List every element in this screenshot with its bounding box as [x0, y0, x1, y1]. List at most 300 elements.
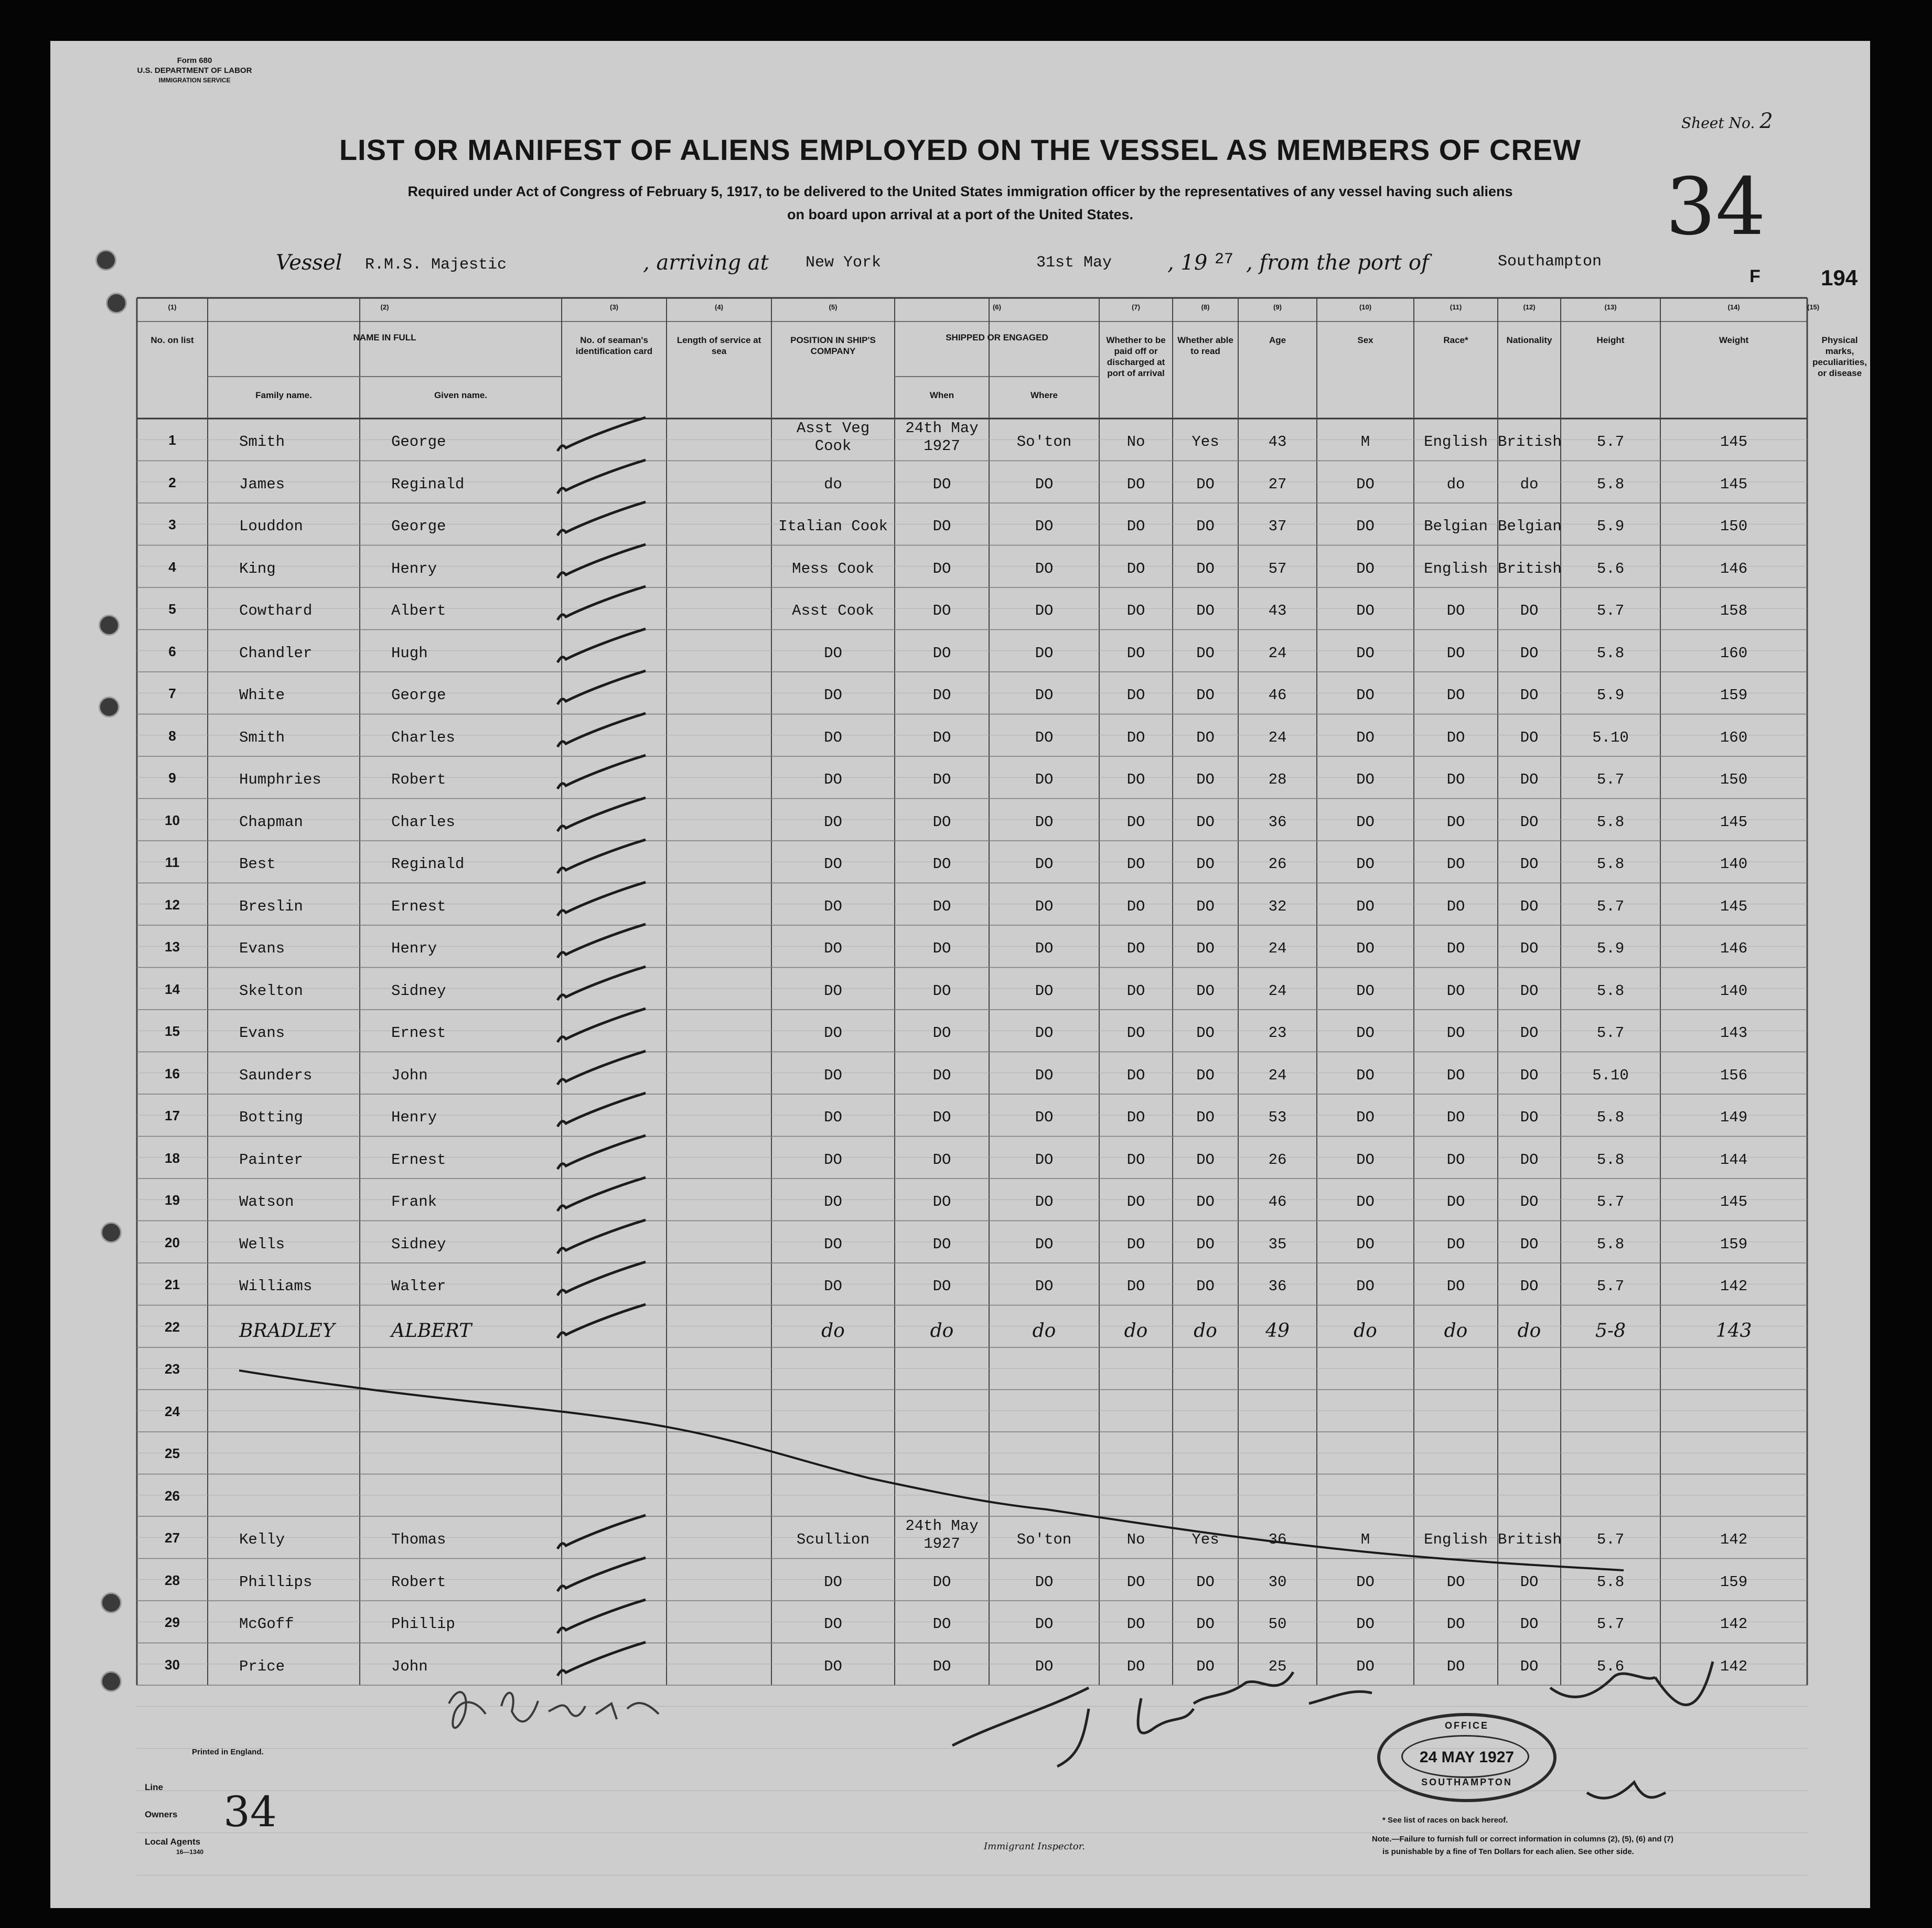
column-header: Race* — [1443, 335, 1468, 345]
row-number: 16 — [165, 1065, 180, 1081]
cell-where: DO — [1035, 602, 1054, 619]
cell-given: George — [391, 433, 446, 451]
cell-when: DO — [932, 1657, 951, 1675]
cell-when: DO — [932, 813, 951, 831]
cell-given: Henry — [391, 940, 437, 957]
cell-race: DO — [1446, 602, 1465, 619]
cell-paid: No — [1126, 1531, 1145, 1548]
cell-weight: 150 — [1720, 771, 1748, 788]
cell-family: Smith — [239, 433, 285, 451]
row-number: 12 — [165, 896, 180, 913]
cell-height: 5.7 — [1596, 1193, 1625, 1211]
from-port-label: , from the port of — [1246, 251, 1429, 275]
cell-position: do — [824, 475, 842, 493]
cell-race: DO — [1446, 1193, 1465, 1211]
cell-family: Chapman — [239, 813, 303, 831]
cell-nationality: DO — [1520, 602, 1539, 619]
cell-family: Smith — [239, 729, 285, 746]
cell-paid: DO — [1126, 475, 1145, 493]
stamp-top-text: OFFICE — [1445, 1720, 1489, 1731]
cell-height: 5.7 — [1596, 1615, 1625, 1633]
cell-sex: DO — [1356, 475, 1375, 493]
cell-sex: DO — [1356, 687, 1375, 704]
cell-race: DO — [1446, 687, 1465, 704]
cell-nationality: DO — [1520, 1024, 1539, 1042]
cell-sex: DO — [1356, 1066, 1375, 1084]
cell-given: Thomas — [391, 1531, 446, 1548]
cell-paid: DO — [1126, 1573, 1145, 1591]
cell-family: Williams — [239, 1278, 313, 1295]
cell-weight: 144 — [1720, 1151, 1748, 1169]
cell-nationality: DO — [1520, 1151, 1539, 1169]
cell-age: 57 — [1268, 560, 1287, 577]
cell-where: DO — [1035, 1193, 1054, 1211]
cell-paid: DO — [1126, 518, 1145, 535]
printed-in-note: Printed in England. — [192, 1748, 264, 1756]
cell-sex: DO — [1356, 1615, 1375, 1633]
cell-family: Kelly — [239, 1531, 285, 1548]
column-number: (6) — [993, 303, 1001, 311]
cell-height: 5.8 — [1596, 982, 1625, 1000]
cell-position: DO — [824, 1657, 842, 1675]
cell-age: 43 — [1268, 602, 1287, 619]
cell-position: do — [821, 1320, 845, 1342]
cell-given: Charles — [391, 813, 455, 831]
cell-nationality: British — [1498, 1531, 1562, 1548]
cell-read: DO — [1196, 602, 1215, 619]
inspector-signature — [449, 1692, 659, 1728]
cell-where: DO — [1035, 940, 1054, 957]
from-port: Southampton — [1498, 253, 1602, 271]
cell-read: DO — [1196, 560, 1215, 577]
cell-height: 5-8 — [1595, 1320, 1626, 1342]
cell-paid: DO — [1126, 602, 1145, 619]
punch-hole — [101, 1671, 122, 1692]
cell-given: John — [391, 1066, 428, 1084]
cell-nationality: DO — [1520, 1615, 1539, 1633]
column-header: Whether able to read — [1177, 335, 1233, 356]
cell-position: DO — [824, 729, 842, 746]
cell-paid: No — [1126, 433, 1145, 451]
cell-paid: DO — [1126, 644, 1145, 662]
cell-where: DO — [1035, 855, 1054, 873]
cell-age: 28 — [1268, 771, 1287, 788]
cell-given: Henry — [391, 560, 437, 577]
column-subheader: Given name. — [434, 390, 488, 400]
cell-paid: DO — [1126, 1278, 1145, 1295]
cell-height: 5.8 — [1596, 1573, 1625, 1591]
cell-height: 5.8 — [1596, 475, 1625, 493]
stamp-bottom-text: SOUTHAMPTON — [1421, 1777, 1512, 1787]
row-number: 29 — [165, 1614, 180, 1630]
cell-age: 24 — [1268, 940, 1287, 957]
cell-age: 32 — [1268, 897, 1287, 915]
cell-given: Charles — [391, 729, 455, 746]
cell-family: James — [239, 475, 285, 493]
owners-value: 34 — [223, 1787, 277, 1836]
column-header: No. on list — [151, 335, 194, 345]
cell-nationality: DO — [1520, 1278, 1539, 1295]
cell-height: 5.8 — [1596, 1151, 1625, 1169]
column-subheader: Family name. — [255, 390, 312, 400]
cell-position: DO — [824, 1066, 842, 1084]
year-suffix: 27 — [1215, 251, 1234, 269]
page-title: LIST OR MANIFEST OF ALIENS EMPLOYED ON THE VESSEL AS MEMBERS OF CREW — [339, 133, 1582, 166]
cell-position: DO — [824, 644, 842, 662]
column-header: Weight — [1719, 335, 1749, 345]
cell-sex: DO — [1356, 1278, 1375, 1295]
race-footnote: * See list of races on back hereof. — [1382, 1816, 1508, 1825]
column-header: Whether to be paid off or discharged at port of arrival — [1106, 335, 1166, 378]
cell-when: do — [930, 1320, 954, 1342]
cell-when: DO — [932, 560, 951, 577]
cell-nationality: DO — [1520, 1657, 1539, 1675]
cell-where: DO — [1035, 1109, 1054, 1126]
cell-when-line2: 1927 — [924, 1535, 960, 1552]
cell-read: DO — [1196, 1193, 1215, 1211]
column-header: Height — [1596, 335, 1625, 345]
cell-where: DO — [1035, 1024, 1054, 1042]
cell-paid: DO — [1126, 940, 1145, 957]
row-number: 30 — [165, 1656, 180, 1673]
cell-weight: 150 — [1720, 518, 1748, 535]
cell-when: DO — [932, 644, 951, 662]
cell-nationality: DO — [1520, 1109, 1539, 1126]
row-number: 25 — [165, 1445, 180, 1461]
cell-race: DO — [1446, 729, 1465, 746]
cell-family: Evans — [239, 1024, 285, 1042]
owners-label: Owners — [145, 1809, 178, 1819]
cell-height: 5.7 — [1596, 1024, 1625, 1042]
column-number: (11) — [1450, 303, 1462, 311]
cell-nationality: DO — [1520, 1573, 1539, 1591]
cell-read: DO — [1196, 1109, 1215, 1126]
cell-nationality: do — [1520, 475, 1539, 493]
cell-position: DO — [824, 1615, 842, 1633]
cell-position: DO — [824, 1151, 842, 1169]
cell-race: DO — [1446, 1657, 1465, 1675]
row-number: 11 — [165, 854, 180, 870]
cell-when: 24th May — [905, 420, 979, 437]
column-header: Sex — [1357, 335, 1373, 345]
cell-paid: DO — [1126, 1066, 1145, 1084]
punch-hole — [95, 250, 116, 271]
cell-where: DO — [1035, 1657, 1054, 1675]
cell-height: 5.10 — [1592, 729, 1629, 746]
officer-signature — [952, 1662, 1713, 1798]
cell-read: DO — [1196, 855, 1215, 873]
cell-weight: 142 — [1720, 1531, 1748, 1548]
punch-hole — [99, 697, 120, 717]
cell-race: DO — [1446, 1109, 1465, 1126]
signatures-layer — [50, 41, 1870, 1908]
cell-given: Henry — [391, 1109, 437, 1126]
cell-age: 24 — [1268, 644, 1287, 662]
cell-family: Painter — [239, 1151, 303, 1169]
cell-sex: DO — [1356, 982, 1375, 1000]
cell-position: DO — [824, 1235, 842, 1253]
cell-age: 37 — [1268, 518, 1287, 535]
cell-race: Belgian — [1424, 518, 1488, 535]
inspector-label: Immigrant Inspector. — [984, 1841, 1086, 1852]
cell-age: 24 — [1268, 729, 1287, 746]
cell-when: DO — [932, 1193, 951, 1211]
local-agents-label: Local Agents — [145, 1837, 201, 1847]
cell-nationality: DO — [1520, 855, 1539, 873]
cell-age: 46 — [1268, 687, 1287, 704]
cell-position: DO — [824, 1024, 842, 1042]
cell-when: DO — [932, 1573, 951, 1591]
cell-sex: DO — [1356, 1657, 1375, 1675]
cell-position: DO — [824, 1193, 842, 1211]
column-header: Nationality — [1506, 335, 1552, 345]
cell-age: 23 — [1268, 1024, 1287, 1042]
cell-weight: 143 — [1720, 1024, 1748, 1042]
cell-read: do — [1194, 1320, 1217, 1342]
cell-where: DO — [1035, 644, 1054, 662]
cell-read: DO — [1196, 687, 1215, 704]
cell-read: DO — [1196, 771, 1215, 788]
cell-paid: DO — [1126, 855, 1145, 873]
cell-paid: DO — [1126, 1024, 1145, 1042]
cell-weight: 159 — [1720, 1235, 1748, 1253]
cell-read: DO — [1196, 940, 1215, 957]
column-number: (9) — [1273, 303, 1282, 311]
cell-sex: M — [1360, 433, 1370, 451]
column-number: (1) — [168, 303, 177, 311]
cell-when: DO — [932, 729, 951, 746]
cell-family: Evans — [239, 940, 285, 957]
cell-race: DO — [1446, 1573, 1465, 1591]
cell-race: DO — [1446, 940, 1465, 957]
cell-height: 5.8 — [1596, 1109, 1625, 1126]
cell-when: DO — [932, 518, 951, 535]
cell-read: Yes — [1192, 433, 1219, 451]
cell-nationality: DO — [1520, 940, 1539, 957]
cell-nationality: DO — [1520, 644, 1539, 662]
cell-weight: 142 — [1720, 1278, 1748, 1295]
row-number: 15 — [165, 1023, 180, 1039]
column-number: (15) — [1807, 303, 1820, 311]
cell-read: DO — [1196, 1615, 1215, 1633]
cell-sex: DO — [1356, 1151, 1375, 1169]
cell-where: DO — [1035, 475, 1054, 493]
column-header: Age — [1269, 335, 1286, 345]
cell-weight: 159 — [1720, 1573, 1748, 1591]
stamp-date: 24 MAY 1927 — [1419, 1749, 1515, 1766]
cell-weight: 159 — [1720, 687, 1748, 704]
cell-paid: DO — [1126, 729, 1145, 746]
cell-where: DO — [1035, 729, 1054, 746]
row-number: 8 — [168, 727, 176, 744]
cell-height: 5.9 — [1596, 687, 1625, 704]
cell-read: DO — [1196, 475, 1215, 493]
cell-where: So'ton — [1016, 433, 1072, 451]
cell-sex: DO — [1356, 560, 1375, 577]
row-number: 5 — [168, 601, 176, 617]
column-header: No. of seaman's identification card — [575, 335, 653, 356]
cell-read: DO — [1196, 897, 1215, 915]
cell-family: Humphries — [239, 771, 321, 788]
cell-position: DO — [824, 813, 842, 831]
cell-nationality: DO — [1520, 687, 1539, 704]
cell-height: 5.7 — [1596, 433, 1625, 451]
cell-read: DO — [1196, 982, 1215, 1000]
cell-race: DO — [1446, 1151, 1465, 1169]
cell-when: DO — [932, 602, 951, 619]
cell-age: 24 — [1268, 1066, 1287, 1084]
cell-position: DO — [824, 897, 842, 915]
cell-race: English — [1424, 433, 1488, 451]
cell-race: DO — [1446, 1066, 1465, 1084]
cell-given: Albert — [391, 602, 446, 619]
cell-sex: DO — [1356, 940, 1375, 957]
row-number: 9 — [168, 770, 176, 786]
line-label: Line — [145, 1782, 163, 1792]
row-number: 18 — [165, 1150, 180, 1166]
cell-race: English — [1424, 1531, 1488, 1548]
row-number: 7 — [168, 685, 176, 701]
cell-age: 26 — [1268, 1151, 1287, 1169]
cell-paid: DO — [1126, 771, 1145, 788]
cell-paid: DO — [1126, 1657, 1145, 1675]
cell-paid: DO — [1126, 1615, 1145, 1633]
cell-given: Frank — [391, 1193, 437, 1211]
cell-height: 5.8 — [1596, 813, 1625, 831]
cell-read: DO — [1196, 1151, 1215, 1169]
cell-nationality: British — [1498, 560, 1562, 577]
cell-race: DO — [1446, 1235, 1465, 1253]
cell-height: 5.6 — [1596, 1657, 1625, 1675]
cell-height: 5.7 — [1596, 1531, 1625, 1548]
row-number: 27 — [165, 1530, 180, 1546]
cell-age: 49 — [1265, 1320, 1290, 1342]
cell-family: Skelton — [239, 982, 303, 1000]
cell-family: Phillips — [239, 1573, 313, 1591]
cell-age: 25 — [1268, 1657, 1287, 1675]
cell-paid: do — [1124, 1320, 1148, 1342]
cell-read: DO — [1196, 1657, 1215, 1675]
cell-height: 5.7 — [1596, 1278, 1625, 1295]
cell-weight: 149 — [1720, 1109, 1748, 1126]
cell-position: DO — [824, 940, 842, 957]
cell-weight: 146 — [1720, 560, 1748, 577]
row-number: 6 — [168, 643, 176, 659]
column-header: Physical marks, peculiarities, or disease — [1812, 335, 1867, 378]
cell-weight: 142 — [1720, 1657, 1748, 1675]
cell-where: So'ton — [1016, 1531, 1072, 1548]
cell-age: 30 — [1268, 1573, 1287, 1591]
cell-paid: DO — [1126, 1235, 1145, 1253]
column-number: (14) — [1727, 303, 1740, 311]
handwritten-sheet-count: 34 — [1666, 162, 1766, 253]
cell-sex: DO — [1356, 813, 1375, 831]
row-number: 1 — [168, 432, 176, 448]
punch-hole — [99, 615, 120, 636]
column-number: (7) — [1132, 303, 1140, 311]
cell-race: DO — [1446, 855, 1465, 873]
cell-sex: DO — [1356, 1235, 1375, 1253]
cell-weight: 145 — [1720, 1193, 1748, 1211]
arrival-date: 31st May — [1036, 254, 1112, 272]
cell-given: Ernest — [391, 1024, 446, 1042]
cell-position: DO — [824, 855, 842, 873]
cell-family: Saunders — [239, 1066, 313, 1084]
cell-height: 5.8 — [1596, 1235, 1625, 1253]
service-label: IMMIGRATION SERVICE — [158, 77, 231, 84]
cell-where: DO — [1035, 771, 1054, 788]
row-number: 13 — [165, 939, 180, 955]
column-number: (10) — [1359, 303, 1372, 311]
cell-race: do — [1444, 1320, 1468, 1342]
cell-position: Mess Cook — [792, 560, 874, 577]
cell-nationality: do — [1517, 1320, 1541, 1342]
cell-family: Best — [239, 855, 276, 873]
cell-where: DO — [1035, 518, 1054, 535]
cell-read: Yes — [1192, 1531, 1219, 1548]
cell-family: Chandler — [239, 644, 313, 662]
cell-paid: DO — [1126, 897, 1145, 915]
cell-nationality: DO — [1520, 813, 1539, 831]
cell-family: Wells — [239, 1235, 285, 1253]
cell-sex: DO — [1356, 1193, 1375, 1211]
vessel-name: R.M.S. Majestic — [365, 256, 507, 274]
cell-read: DO — [1196, 644, 1215, 662]
row-number: 17 — [165, 1108, 180, 1123]
cell-nationality: British — [1498, 433, 1562, 451]
arriving-port: New York — [806, 254, 882, 272]
cell-when: DO — [932, 1024, 951, 1042]
row-number: 4 — [168, 559, 176, 575]
cell-given: Sidney — [391, 982, 446, 1000]
cell-height: 5.8 — [1596, 644, 1625, 662]
cell-weight: 146 — [1720, 940, 1748, 957]
cell-position: Scullion — [796, 1531, 870, 1548]
cell-given: Ernest — [391, 1151, 446, 1169]
cell-when: DO — [932, 940, 951, 957]
cell-when: DO — [932, 1151, 951, 1169]
cell-sex: DO — [1356, 855, 1375, 873]
column-header: POSITION IN SHIP'S COMPANY — [790, 335, 876, 356]
cell-weight: 142 — [1720, 1615, 1748, 1633]
column-number: (5) — [829, 303, 838, 311]
cell-race: DO — [1446, 644, 1465, 662]
page-letter: F — [1749, 266, 1761, 286]
cell-nationality: DO — [1520, 1235, 1539, 1253]
column-number: (3) — [610, 303, 618, 311]
cell-given: Hugh — [391, 644, 428, 662]
cell-when: DO — [932, 982, 951, 1000]
row-number: 3 — [168, 517, 176, 532]
cell-sex: do — [1354, 1320, 1377, 1342]
cell-read: DO — [1196, 729, 1215, 746]
cell-age: 36 — [1268, 813, 1287, 831]
cell-given: George — [391, 687, 446, 704]
cell-family: BRADLEY — [239, 1320, 335, 1342]
cell-read: DO — [1196, 1024, 1215, 1042]
cell-race: DO — [1446, 897, 1465, 915]
row-number: 22 — [165, 1319, 180, 1335]
cell-when: DO — [932, 1278, 951, 1295]
cell-height: 5.7 — [1596, 771, 1625, 788]
cell-where: DO — [1035, 1066, 1054, 1084]
row-number: 24 — [165, 1403, 180, 1419]
cell-read: DO — [1196, 1278, 1215, 1295]
cell-family: Watson — [239, 1193, 294, 1211]
cell-position: DO — [824, 687, 842, 704]
cell-family: King — [239, 560, 276, 577]
cell-sex: DO — [1356, 644, 1375, 662]
